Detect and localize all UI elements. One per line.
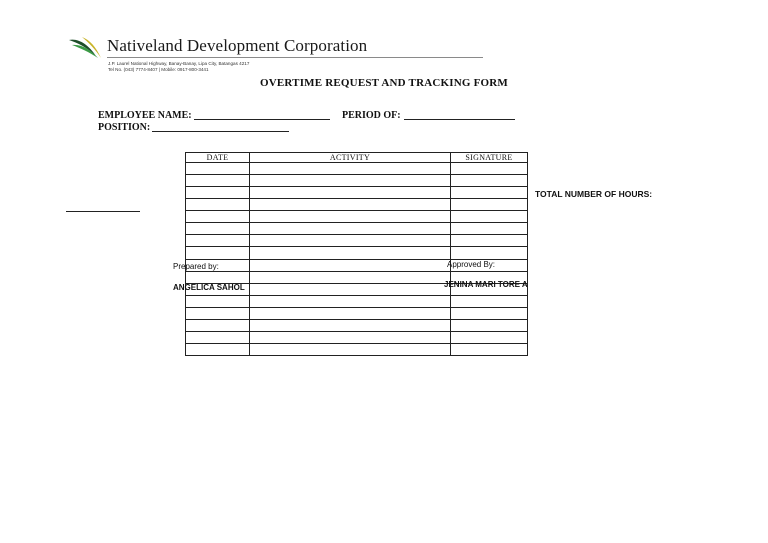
table-row [186, 295, 528, 307]
company-logo-icon [68, 36, 104, 60]
activity-cell[interactable] [250, 223, 451, 235]
activity-cell[interactable] [250, 295, 451, 307]
overtime-table [185, 152, 528, 356]
address-line: J.P. Laurel National Highway, Banay-Banay, Lipa City, Batangas 4217 [108, 61, 250, 66]
date-cell[interactable] [186, 211, 250, 223]
table-row [186, 247, 528, 259]
employee-name-label: EMPLOYEE NAME: [98, 110, 192, 121]
contact-line: Tel No. (043) 7774-8407 | Mobile: 0917-800-3441 [108, 67, 209, 72]
activity-cell[interactable] [250, 319, 451, 331]
company-name: Nativeland Development Corporation [107, 36, 368, 55]
signature-cell[interactable] [451, 307, 528, 319]
date-cell[interactable] [186, 295, 250, 307]
date-cell[interactable] [186, 175, 250, 187]
signature-cell[interactable] [451, 175, 528, 187]
table-row [186, 211, 528, 223]
date-cell[interactable] [186, 223, 250, 235]
table-row [186, 175, 528, 187]
date-cell[interactable] [186, 343, 250, 355]
activity-cell[interactable] [250, 175, 451, 187]
activity-cell[interactable] [250, 211, 451, 223]
period-of-label: PERIOD OF: [342, 110, 401, 121]
date-cell[interactable] [186, 187, 250, 199]
table-row [186, 199, 528, 211]
table-row [186, 343, 528, 355]
period-of-field[interactable] [404, 119, 515, 120]
signature-cell[interactable] [451, 319, 528, 331]
date-cell[interactable] [186, 247, 250, 259]
activity-cell[interactable] [250, 259, 451, 271]
column-header-activity: ACTIVITY [250, 153, 451, 163]
signature-cell[interactable] [451, 295, 528, 307]
signature-cell[interactable] [451, 331, 528, 343]
date-cell[interactable] [186, 163, 250, 175]
activity-cell[interactable] [250, 247, 451, 259]
date-cell[interactable] [186, 199, 250, 211]
date-cell[interactable] [186, 307, 250, 319]
signature-cell[interactable] [451, 187, 528, 199]
table-row [186, 223, 528, 235]
activity-cell[interactable] [250, 331, 451, 343]
form-title: OVERTIME REQUEST AND TRACKING FORM [259, 77, 509, 89]
activity-cell[interactable] [250, 163, 451, 175]
column-header-signature: SIGNATURE [451, 153, 528, 163]
table-row [186, 187, 528, 199]
activity-cell[interactable] [250, 343, 451, 355]
activity-cell[interactable] [250, 307, 451, 319]
prepared-by-name: ANGELICA SAHOL [173, 283, 245, 292]
signature-cell[interactable] [451, 199, 528, 211]
header-divider [107, 57, 483, 58]
approved-by-label: Approved By: [447, 260, 496, 269]
prepared-by-label: Prepared by: [173, 262, 219, 271]
date-cell[interactable] [186, 319, 250, 331]
column-header-date: DATE [186, 153, 250, 163]
position-field[interactable] [152, 131, 289, 132]
signature-cell[interactable] [451, 163, 528, 175]
table-row [186, 235, 528, 247]
activity-cell[interactable] [250, 187, 451, 199]
table-header-row [186, 153, 528, 163]
table-row [186, 331, 528, 343]
signature-cell[interactable] [451, 223, 528, 235]
company-address [108, 61, 249, 73]
table-row [186, 319, 528, 331]
date-cell[interactable] [186, 235, 250, 247]
activity-cell[interactable] [250, 271, 451, 283]
activity-cell[interactable] [250, 235, 451, 247]
total-hours-field[interactable] [66, 211, 140, 212]
signature-cell[interactable] [451, 211, 528, 223]
activity-cell[interactable] [250, 199, 451, 211]
activity-cell[interactable] [250, 283, 451, 295]
employee-name-field[interactable] [194, 119, 330, 120]
signature-cell[interactable] [451, 343, 528, 355]
table-row [186, 163, 528, 175]
signature-cell[interactable] [451, 235, 528, 247]
position-label: POSITION: [98, 122, 151, 133]
date-cell[interactable] [186, 331, 250, 343]
approved-by-name: JENINA MARI TORE A [444, 280, 528, 289]
date-cell[interactable] [186, 271, 250, 283]
table-row [186, 307, 528, 319]
total-hours-label: TOTAL NUMBER OF HOURS: [535, 189, 653, 199]
signature-cell[interactable] [451, 247, 528, 259]
